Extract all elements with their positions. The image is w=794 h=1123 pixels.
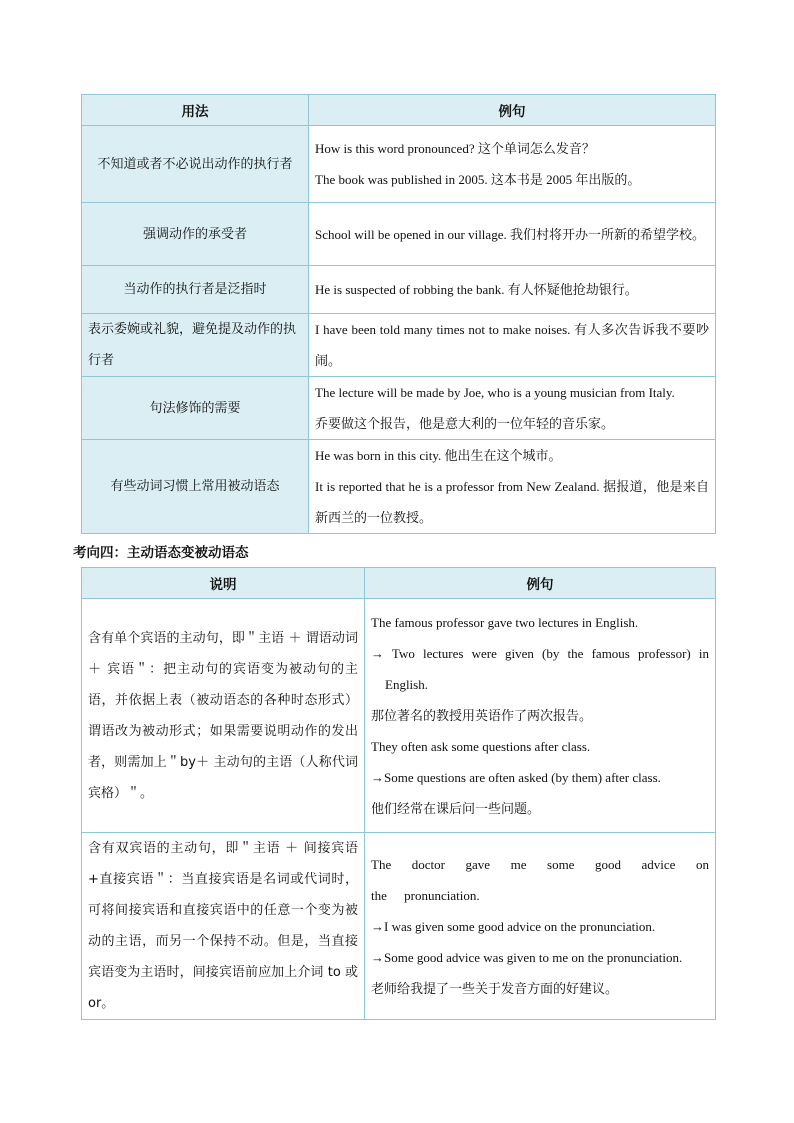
example-line: →Some questions are often asked (by them) after class. (371, 770, 661, 785)
table-row (82, 833, 716, 1020)
example-cell (309, 266, 716, 314)
header-description: 说明 (82, 568, 365, 599)
usage-cell: 强调动作的承受者 (82, 203, 309, 266)
table-row (82, 377, 716, 440)
header-example: 例句 (309, 95, 716, 126)
example-line: The lecture will be made by Joe, who is a young musician from Italy. (315, 385, 675, 400)
example-line: The book was published in 2005. 这本书是 2005 年出版的。 (315, 172, 641, 187)
usage-cell: 有些动词习惯上常用被动语态 (82, 440, 309, 534)
table-row (82, 599, 716, 833)
example-line: How is this word pronounced? 这个单词怎么发音？ (315, 141, 595, 156)
passive-usage-table (81, 94, 716, 534)
example-line: School will be opened in our village. 我们村将开办一所新的希望学校。 (315, 226, 705, 242)
table-row (82, 203, 716, 266)
example-cell (309, 440, 716, 534)
description-cell: 含有单个宾语的主动句，即＂主语 ＋ 谓语动词 ＋ 宾语＂：把主动句的宾语变为被动句的主语，并依据上表（被动语态的各种时态形式）谓语改为被动形式；如果需要说明动作的发出者，则需加上＂by＋ 主动句的主语（人称代词宾格）＂。 (82, 599, 365, 833)
example-line: I have been told many times not to make noises. 有人多次告诉我不要吵闹。 (315, 322, 709, 368)
table-header-row (82, 568, 716, 599)
example-line: They often ask some questions after class. (371, 739, 591, 754)
example-cell (309, 314, 716, 377)
active-to-passive-table (81, 567, 716, 1020)
example-cell (309, 203, 716, 266)
example-line: It is reported that he is a professor from New Zealand. 据报道，他是来自新西兰的一位教授。 (315, 479, 709, 525)
example-line: →Some good advice was given to me on the pronunciation. (371, 949, 683, 965)
example-cell (365, 833, 716, 1020)
section-heading: 考向四：主动语态变被动语态 (73, 545, 249, 561)
example-line: The doctor gave me some good advice on the pronunciation. (371, 856, 709, 903)
table-row (82, 440, 716, 534)
header-usage: 用法 (82, 95, 309, 126)
example-line: → Two lectures were given (by the famous professor) in (371, 646, 709, 661)
table-row (82, 126, 716, 203)
usage-cell: 当动作的执行者是泛指时 (82, 266, 309, 314)
example-line: The famous professor gave two lectures in English. (371, 615, 639, 630)
example-cell (309, 126, 716, 203)
example-line: 老师给我提了一些关于发音方面的好建议。 (371, 980, 619, 996)
example-line: 那位著名的教授用英语作了两次报告。 (371, 708, 593, 723)
example-line: →I was given some good advice on the pronunciation. (371, 918, 656, 934)
usage-cell: 不知道或者不必说出动作的执行者 (82, 126, 309, 203)
usage-cell: 表示委婉或礼貌，避免提及动作的执行者 (82, 314, 309, 377)
example-line: He is suspected of robbing the bank. 有人怀疑他抢劫银行。 (315, 282, 638, 297)
table-row (82, 266, 716, 314)
table-header-row (82, 95, 716, 126)
description-cell: 含有双宾语的主动句，即＂主语 ＋ 间接宾语+直接宾语＂：当直接宾语是名词或代词时，可将间接宾语和直接宾语中的任意一个变为被动的主语，而另一个保持不动。但是，当直接宾语变为主语时，间接宾语前应加上介词 to 或 or。 (82, 833, 365, 1020)
example-line: 乔要做这个报告，他是意大利的一位年轻的音乐家。 (315, 416, 615, 431)
example-line: 他们经常在课后问一些问题。 (371, 801, 541, 816)
example-cell (365, 599, 716, 833)
usage-cell: 句法修饰的需要 (82, 377, 309, 440)
example-line: He was born in this city. 他出生在这个城市。 (315, 448, 562, 463)
header-example: 例句 (365, 568, 716, 599)
example-cell (309, 377, 716, 440)
table-row (82, 314, 716, 377)
example-line: English. (385, 677, 428, 692)
